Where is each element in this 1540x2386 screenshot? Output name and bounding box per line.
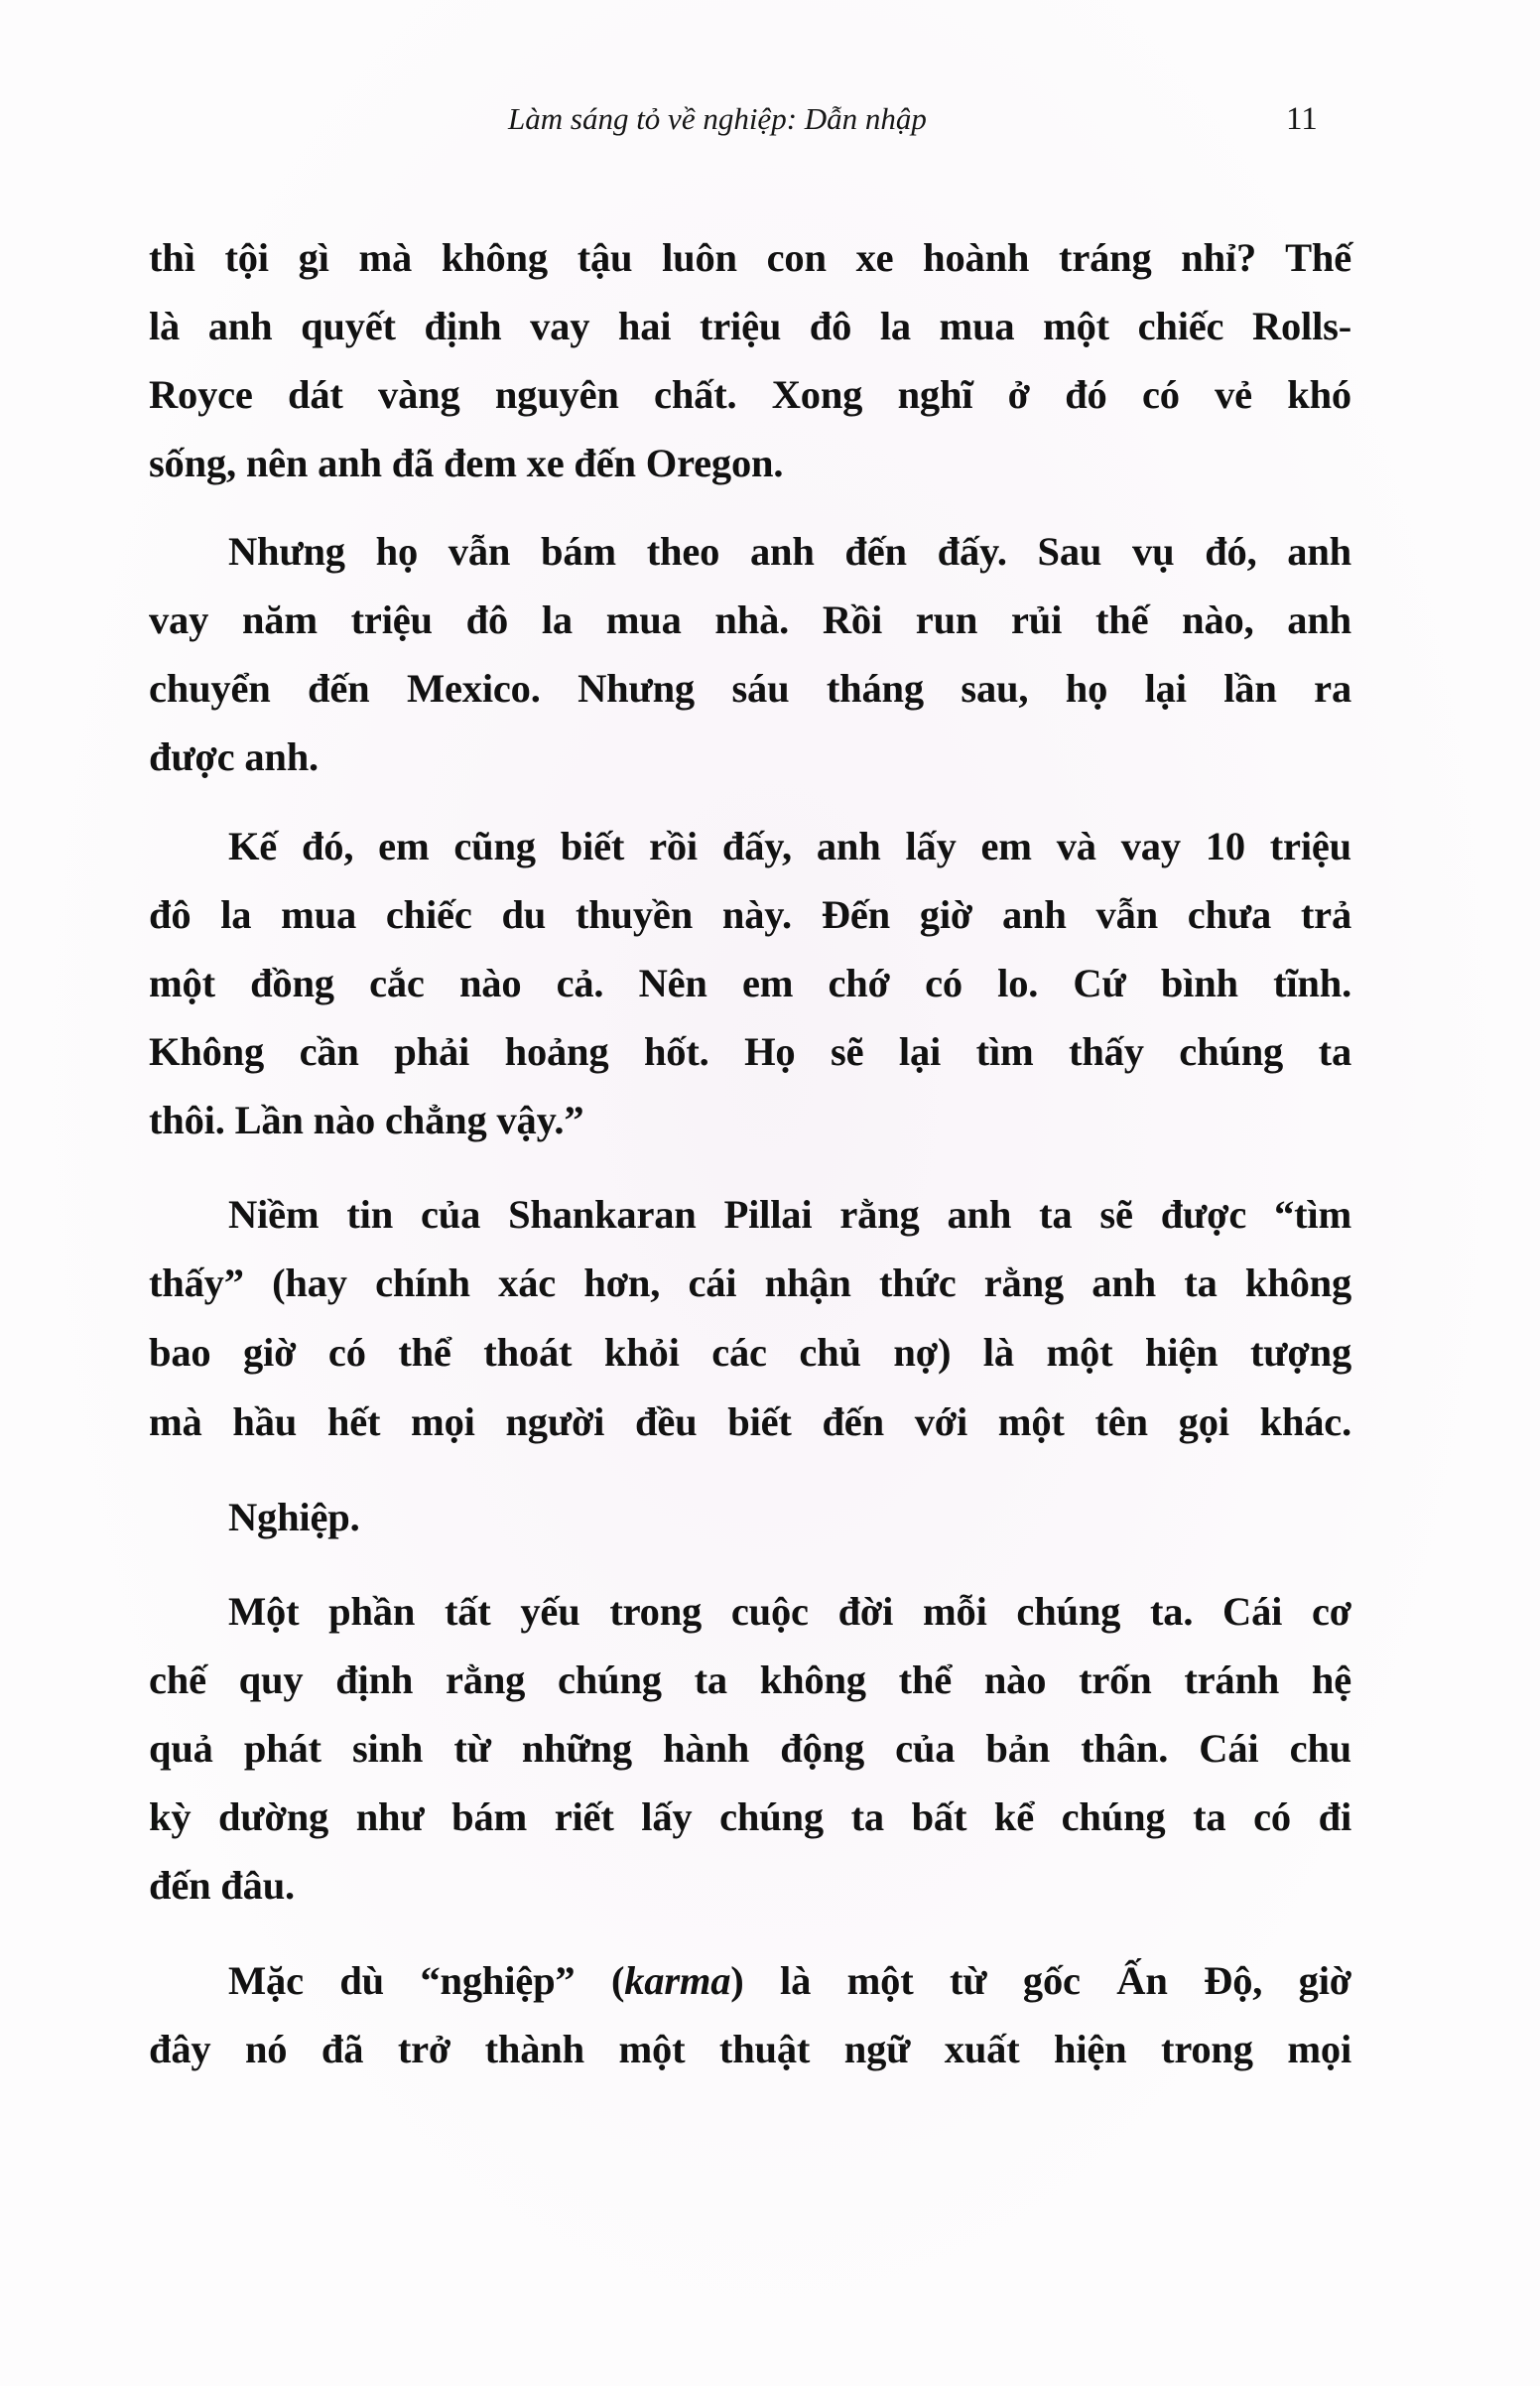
paragraph-first-line: Một phần tất yếu trong cuộc đời mỗi chúng ta. Cái cơ — [228, 1589, 1351, 1634]
text-line: đây nó đã trở thành một thuật ngữ xuất hiện trong mọi — [149, 2027, 1351, 2071]
text-line: đến đâu. — [149, 1863, 295, 1908]
text-line: chuyển đến Mexico. Nhưng sáu tháng sau, họ lại lần ra — [149, 666, 1351, 711]
paragraph-first-line: Nghiệp. — [228, 1495, 360, 1539]
text-line: được anh. — [149, 734, 319, 779]
text-line: kỳ dường như bám riết lấy chúng ta bất kể chúng ta có đi — [149, 1794, 1351, 1839]
text-line: đô la mua chiếc du thuyền này. Đến giờ anh vẫn chưa trả — [149, 892, 1351, 937]
text-line: mà hầu hết mọi người đều biết đến với một tên gọi khác. — [149, 1399, 1351, 1444]
text-line: quả phát sinh từ những hành động của bản thân. Cái chu — [149, 1726, 1351, 1771]
text-line: là anh quyết định vay hai triệu đô la mua một chiếc Rolls- — [149, 304, 1351, 348]
text-line: thôi. Lần nào chẳng vậy.” — [149, 1098, 584, 1142]
running-head-title: Làm sáng tỏ về nghiệp: Dẫn nhập — [508, 101, 927, 136]
text-segment: Mặc dù “nghiệp” ( — [228, 1958, 625, 2003]
text-line: sống, nên anh đã đem xe đến Oregon. — [149, 441, 784, 485]
page-number: 11 — [1286, 101, 1318, 137]
paragraph-first-line: Niềm tin của Shankaran Pillai rằng anh ta sẽ được “tìm — [228, 1192, 1351, 1237]
text-segment: ) là một từ gốc Ấn Độ, giờ — [730, 1958, 1351, 2003]
italic-term: karma — [624, 1958, 731, 2003]
text-line: thấy” (hay chính xác hơn, cái nhận thức rằng anh ta không — [149, 1260, 1351, 1305]
text-line: thì tội gì mà không tậu luôn con xe hoành tráng nhỉ? Thế — [149, 235, 1351, 280]
text-line: bao giờ có thể thoát khỏi các chủ nợ) là một hiện tượng — [149, 1330, 1351, 1375]
text-line: vay năm triệu đô la mua nhà. Rồi run rủi thế nào, anh — [149, 597, 1351, 642]
paragraph-first-line — [228, 1953, 1351, 2009]
text-line: Không cần phải hoảng hốt. Họ sẽ lại tìm thấy chúng ta — [149, 1029, 1351, 1074]
text-line: chế quy định rằng chúng ta không thể nào trốn tránh hệ — [149, 1657, 1351, 1702]
paragraph-first-line: Kế đó, em cũng biết rồi đấy, anh lấy em và vay 10 triệu — [228, 824, 1351, 868]
paragraph-first-line: Nhưng họ vẫn bám theo anh đến đấy. Sau vụ đó, anh — [228, 529, 1351, 574]
text-line: Royce dát vàng nguyên chất. Xong nghĩ ở đó có vẻ khó — [149, 372, 1351, 417]
text-line: một đồng cắc nào cả. Nên em chớ có lo. Cứ bình tĩnh. — [149, 961, 1351, 1005]
